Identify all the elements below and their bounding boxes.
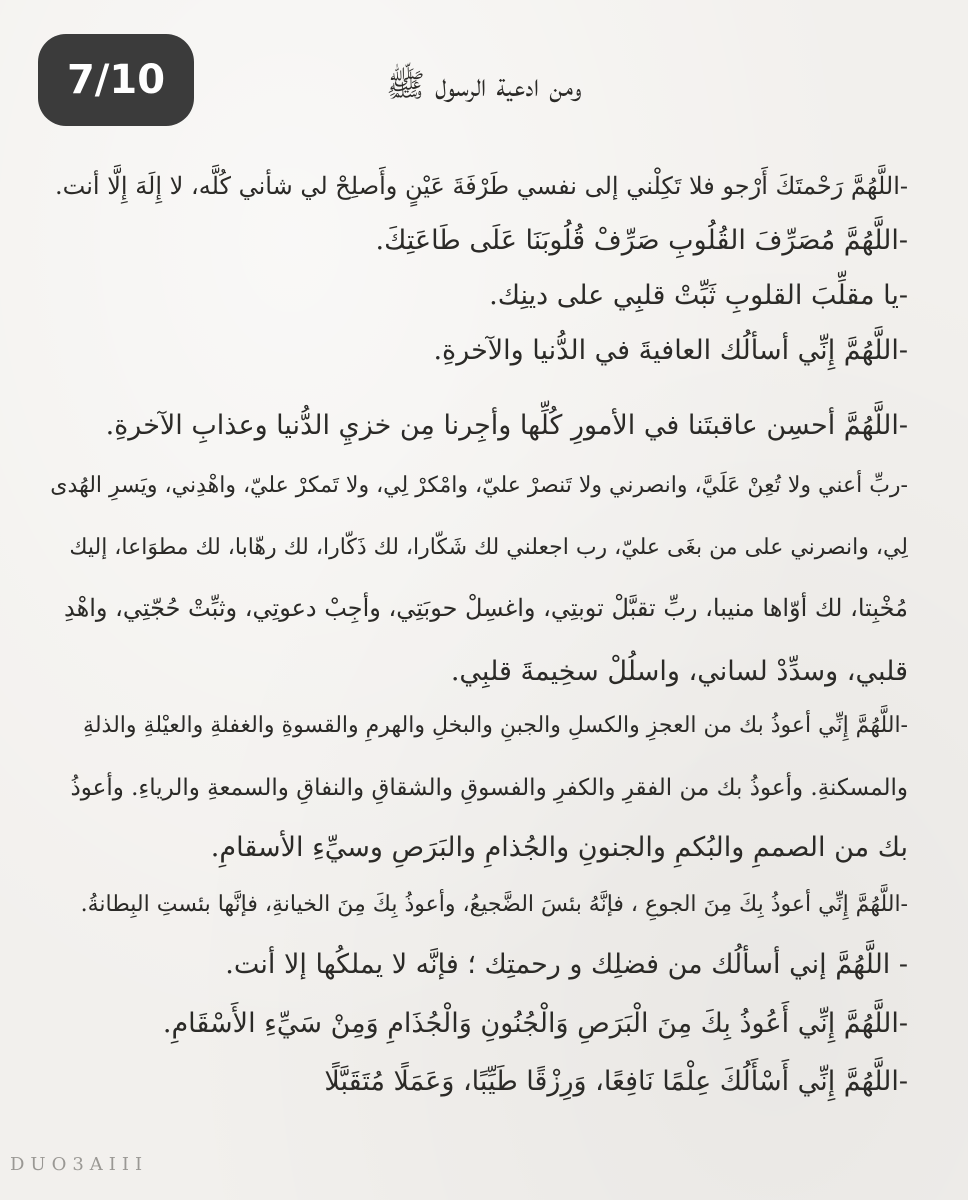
text-line: -اللَّهُمَّ إِنِّي أَعُوذُ بِكَ مِنَ الْبَرَصِ وَالْجُنُونِ وَالْجُذَامِ وَمِنْ سَيِّءِ الأَسْقَامِ. — [162, 1008, 908, 1039]
watermark: DUO3AIII — [10, 1154, 149, 1175]
text-line: لِي، وانصرني على من بغَى عليّ، رب اجعلني لك شَكّارا، لك ذَكّارا، لك رهّابا، لك مطوَاعا، إليك — [69, 535, 908, 560]
text-line: - اللَّهُمَّ إني أسألُك من فضلِك و رحمتِك ؛ فإنَّه لا يملكُها إلا أنت. — [225, 949, 908, 980]
text-line: مُخْبِتا، لك أوّاها منيبا، ربِّ تقبَّلْ توبتِي، واغسِلْ حوبَتِي، وأجِبْ دعوتِي، وثبِّتْ حُجّتِي، واهْدِ — [63, 594, 908, 622]
page-indicator-badge: 7/10 — [38, 34, 194, 126]
text-line: -اللَّهُمَّ إِنِّي أعوذُ بك من العجزِ والكسلِ والجبنِ والبخلِ والهرمِ والقسوةِ والغفلةِ والعيْلةِ والذلةِ — [83, 713, 908, 738]
text-line: -يا مقلِّبَ القلوبِ ثَبِّتْ قلبِي على دينِك. — [489, 280, 908, 311]
text-line: -ربِّ أعني ولا تُعِنْ عَلَيَّ، وانصرني ولا تَنصرْ عليّ، وامْكرْ لِي، ولا تَمكرْ عليّ، واهْدِني، ويَسرِ الهُدى — [50, 473, 908, 498]
text-line: -اللَّهُمَّ إِنِّي أَسْأَلُكَ عِلْمًا نَافِعًا، وَرِزْقًا طَيِّبًا، وَعَمَلًا مُتَقَبَّلًا — [324, 1066, 908, 1097]
text-line: بك من الصممِ والبُكمِ والجنونِ والجُذامِ والبَرَصِ وسيِّءِ الأسقامِ. — [210, 832, 908, 863]
text-line: -اللَّهُمَّ إِنِّي أعوذُ بِكَ مِنَ الجوعِ ، فإنَّهُ بئسَ الضَّجيعُ، وأعوذُ بِكَ مِنَ الخيانةِ، فإنَّها بئستِ البِطانةُ. — [80, 892, 908, 917]
text-line: -اللَّهُمَّ إِنِّي أسألُك العافيةَ في الدُّنيا والآخرةِ. — [433, 335, 908, 366]
text-line: -اللَّهُمَّ أحسِن عاقبتَنا في الأمورِ كُلِّها وأجِرنا مِن خزيِ الدُّنيا وعذابِ الآخرةِ. — [105, 410, 908, 441]
text-line: -اللَّهُمَّ رَحْمتَكَ أَرْجو فلا تَكِلْني إلى نفسي طَرْفَةَ عَيْنٍ وأَصلِحْ لي شأني كُلَّه، لا إِلَهَ إِلَّا أنت. — [55, 172, 908, 200]
text-line: والمسكنةِ. وأعوذُ بك من الفقرِ والكفرِ والفسوقِ والشقاقِ والنفاقِ والسمعةِ والرياءِ. وأعوذُ — [70, 775, 908, 801]
page-title: ومن ادعية الرسول ﷺ — [386, 66, 582, 104]
text-line: قلبي، وسدِّدْ لساني، واسلُلْ سخِيمةَ قلبِي. — [450, 656, 908, 687]
text-line: -اللَّهُمَّ مُصَرِّفَ القُلُوبِ صَرِّفْ قُلُوبَنَا عَلَى طَاعَتِكَ. — [375, 225, 908, 256]
